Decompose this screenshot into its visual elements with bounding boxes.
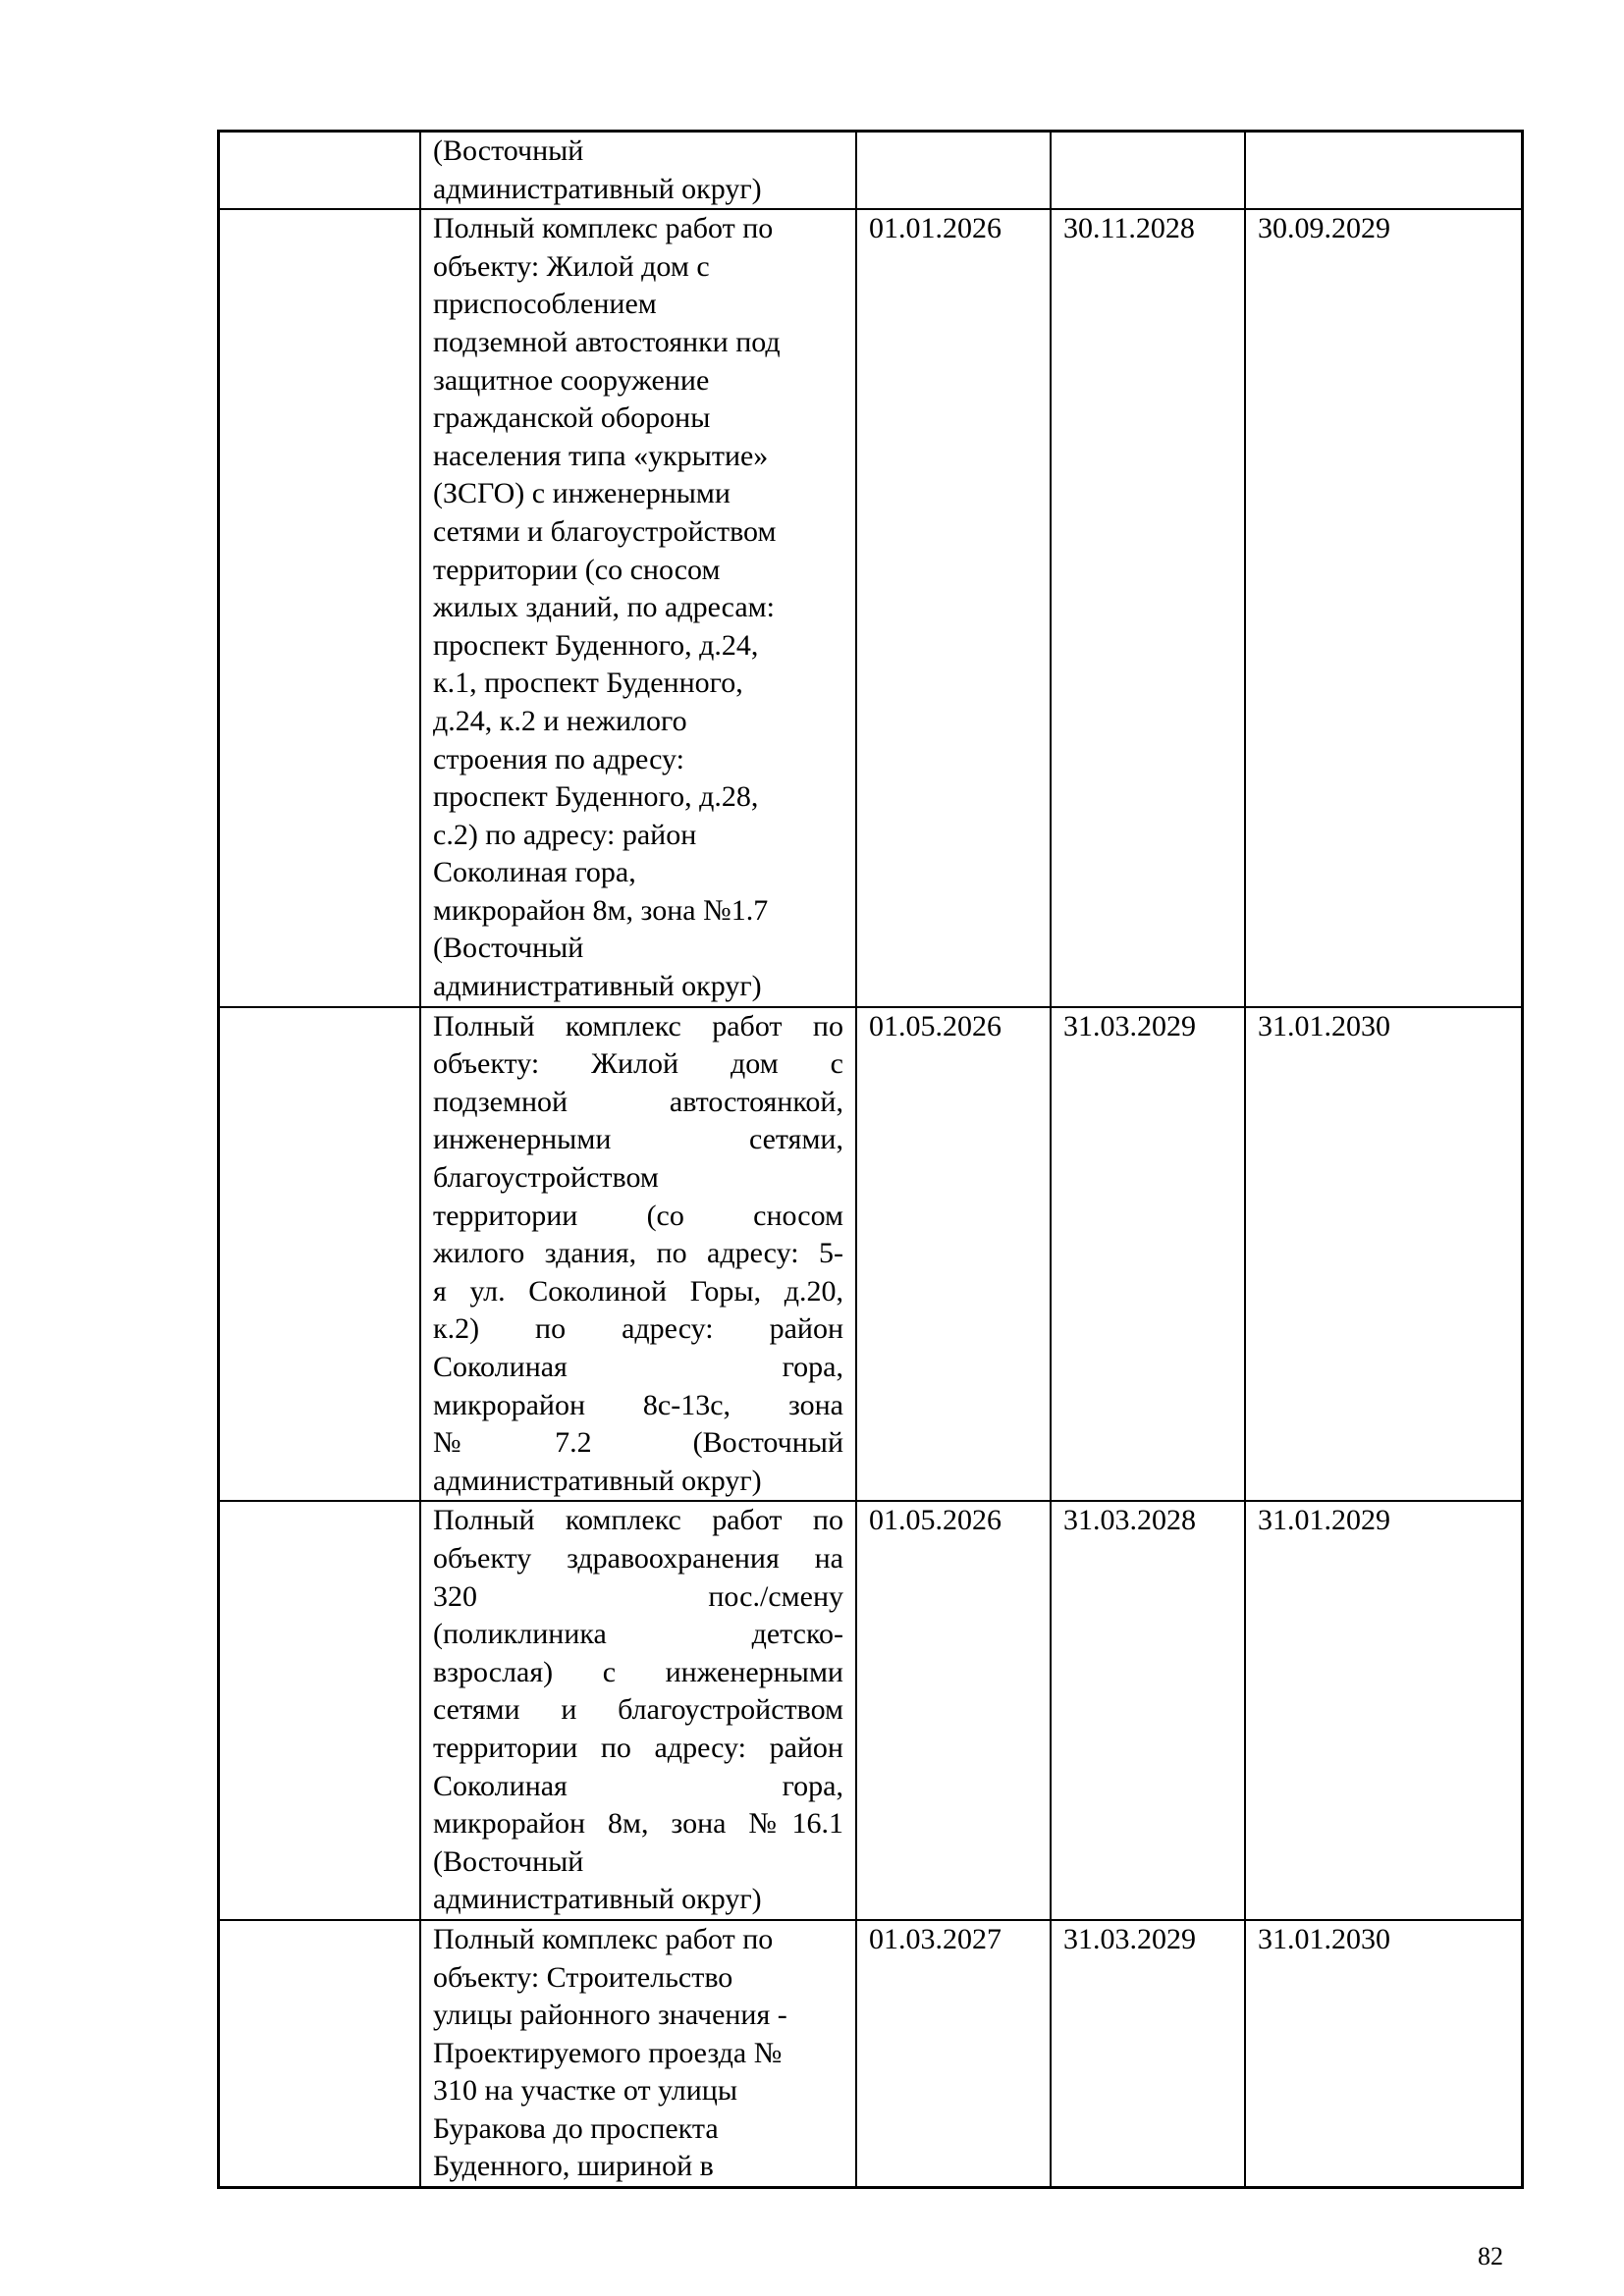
empty-first-column-cell (219, 1007, 420, 1502)
empty-first-column-cell (219, 209, 420, 1006)
description-line: с.2) по адресу: район (433, 818, 697, 851)
description-line: инженерными сетями, (433, 1123, 843, 1156)
description-line: 320 пос./смену (433, 1579, 843, 1613)
description-line: проспект Буденного, д.28, (433, 780, 759, 814)
work-description-cell (420, 132, 856, 209)
description-line: к.1, проспект Буденного, (433, 667, 743, 700)
work-description-cell (420, 209, 856, 1006)
description-line: 310 на участке от улицы (433, 2074, 737, 2108)
description-line: улицы районного значения - (433, 1999, 787, 2032)
description-line: д.24, к.2 и нежилого (433, 704, 687, 737)
description-line: территории (со сносом (433, 1199, 843, 1232)
description-line: подземной автостоянкой, (433, 1085, 843, 1118)
description-line: (Восточный (433, 1844, 584, 1878)
description-line: к.2) по адресу: район (433, 1312, 843, 1346)
description-line: Соколиная гора, (433, 1351, 843, 1383)
description-line: административный округ) (433, 172, 762, 205)
page-number: 82 (1478, 2242, 1503, 2270)
end-date-cell: 30.09.2029 (1245, 209, 1522, 1006)
table-row (219, 209, 1522, 1006)
empty-first-column-cell (219, 1501, 420, 1920)
description-line: Соколиная гора, (433, 1769, 843, 1802)
work-description-cell (420, 1920, 856, 2187)
middle-date-cell (1051, 132, 1245, 209)
description-line: Полный комплекс работ по (433, 212, 774, 245)
description-line: (поликлиника детско- (433, 1618, 843, 1651)
description-line: гражданской обороны (433, 401, 711, 435)
description-line: благоустройством (433, 1161, 659, 1195)
description-line: Буракова до проспекта (433, 2111, 719, 2145)
start-date-cell (856, 132, 1051, 209)
description-line: проспект Буденного, д.24, (433, 628, 759, 662)
description-line: (Восточный (433, 134, 584, 167)
description-line: Полный комплекс работ по (433, 1504, 843, 1537)
description-line: Проектируемого проезда № (433, 2036, 783, 2069)
description-line: подземной автостоянки под (433, 325, 781, 358)
end-date-cell: 31.01.2030 (1245, 1007, 1522, 1502)
schedule-table-body (219, 132, 1522, 2187)
description-line: (Восточный (433, 932, 584, 965)
description-line: сетями и благоустройством (433, 1693, 843, 1727)
description-line: я ул. Соколиной Горы, д.20, (433, 1274, 843, 1308)
end-date-cell: 31.01.2030 (1245, 1920, 1522, 2187)
description-line: жилых зданий, по адресам: (433, 591, 775, 624)
description-line: микрорайон 8м, зона №16.1 (433, 1807, 843, 1841)
empty-first-column-cell (219, 1920, 420, 2187)
middle-date-cell: 31.03.2029 (1051, 1920, 1245, 2187)
description-line: приспособлением (433, 288, 657, 321)
description-line: сетями и благоустройством (433, 514, 777, 548)
description-line: административный округ) (433, 970, 762, 1003)
end-date-cell (1245, 132, 1522, 209)
description-line: микрорайон 8м, зона №1.7 (433, 893, 769, 927)
description-line: Полный комплекс работ по (433, 1922, 774, 1955)
description-line: №7.2 (Восточный (433, 1426, 843, 1460)
description-line: взрослая) с инженерными (433, 1655, 843, 1688)
description-line: объекту: Строительство (433, 1960, 733, 1994)
description-line: объекту: Жилой дом с (433, 1047, 843, 1081)
end-date-cell: 31.01.2029 (1245, 1501, 1522, 1920)
description-line: административный округ) (433, 1883, 762, 1916)
empty-first-column-cell (219, 132, 420, 209)
description-line: жилого здания, по адресу: 5- (433, 1237, 843, 1270)
description-line: защитное сооружение (433, 363, 710, 397)
start-date-cell: 01.01.2026 (856, 209, 1051, 1006)
schedule-table (218, 131, 1523, 2188)
table-row (219, 1920, 1522, 2187)
description-line: микрорайон 8с-13с, зона (433, 1388, 843, 1421)
start-date-cell: 01.03.2027 (856, 1920, 1051, 2187)
middle-date-cell: 30.11.2028 (1051, 209, 1245, 1006)
description-line: объекту здравоохранения на (433, 1541, 843, 1575)
description-line: населения типа «укрытие» (433, 439, 769, 472)
start-date-cell: 01.05.2026 (856, 1501, 1051, 1920)
middle-date-cell: 31.03.2029 (1051, 1007, 1245, 1502)
table-row (219, 132, 1522, 209)
description-line: строения по адресу: (433, 742, 684, 775)
work-description-cell (420, 1007, 856, 1502)
middle-date-cell: 31.03.2028 (1051, 1501, 1245, 1920)
description-line: территории по адресу: район (433, 1731, 843, 1764)
description-line: территории (со сносом (433, 553, 721, 586)
work-description-cell (420, 1501, 856, 1920)
description-line: Полный комплекс работ по (433, 1009, 843, 1042)
description-line: Буденного, шириной в (433, 2150, 714, 2183)
description-line: Соколиная гора, (433, 856, 636, 889)
description-line: (ЗСГО) с инженерными (433, 477, 731, 510)
table-row (219, 1501, 1522, 1920)
description-line: объекту: Жилой дом с (433, 249, 710, 283)
description-line: административный округ) (433, 1464, 762, 1497)
start-date-cell: 01.05.2026 (856, 1007, 1051, 1502)
table-row (219, 1007, 1522, 1502)
